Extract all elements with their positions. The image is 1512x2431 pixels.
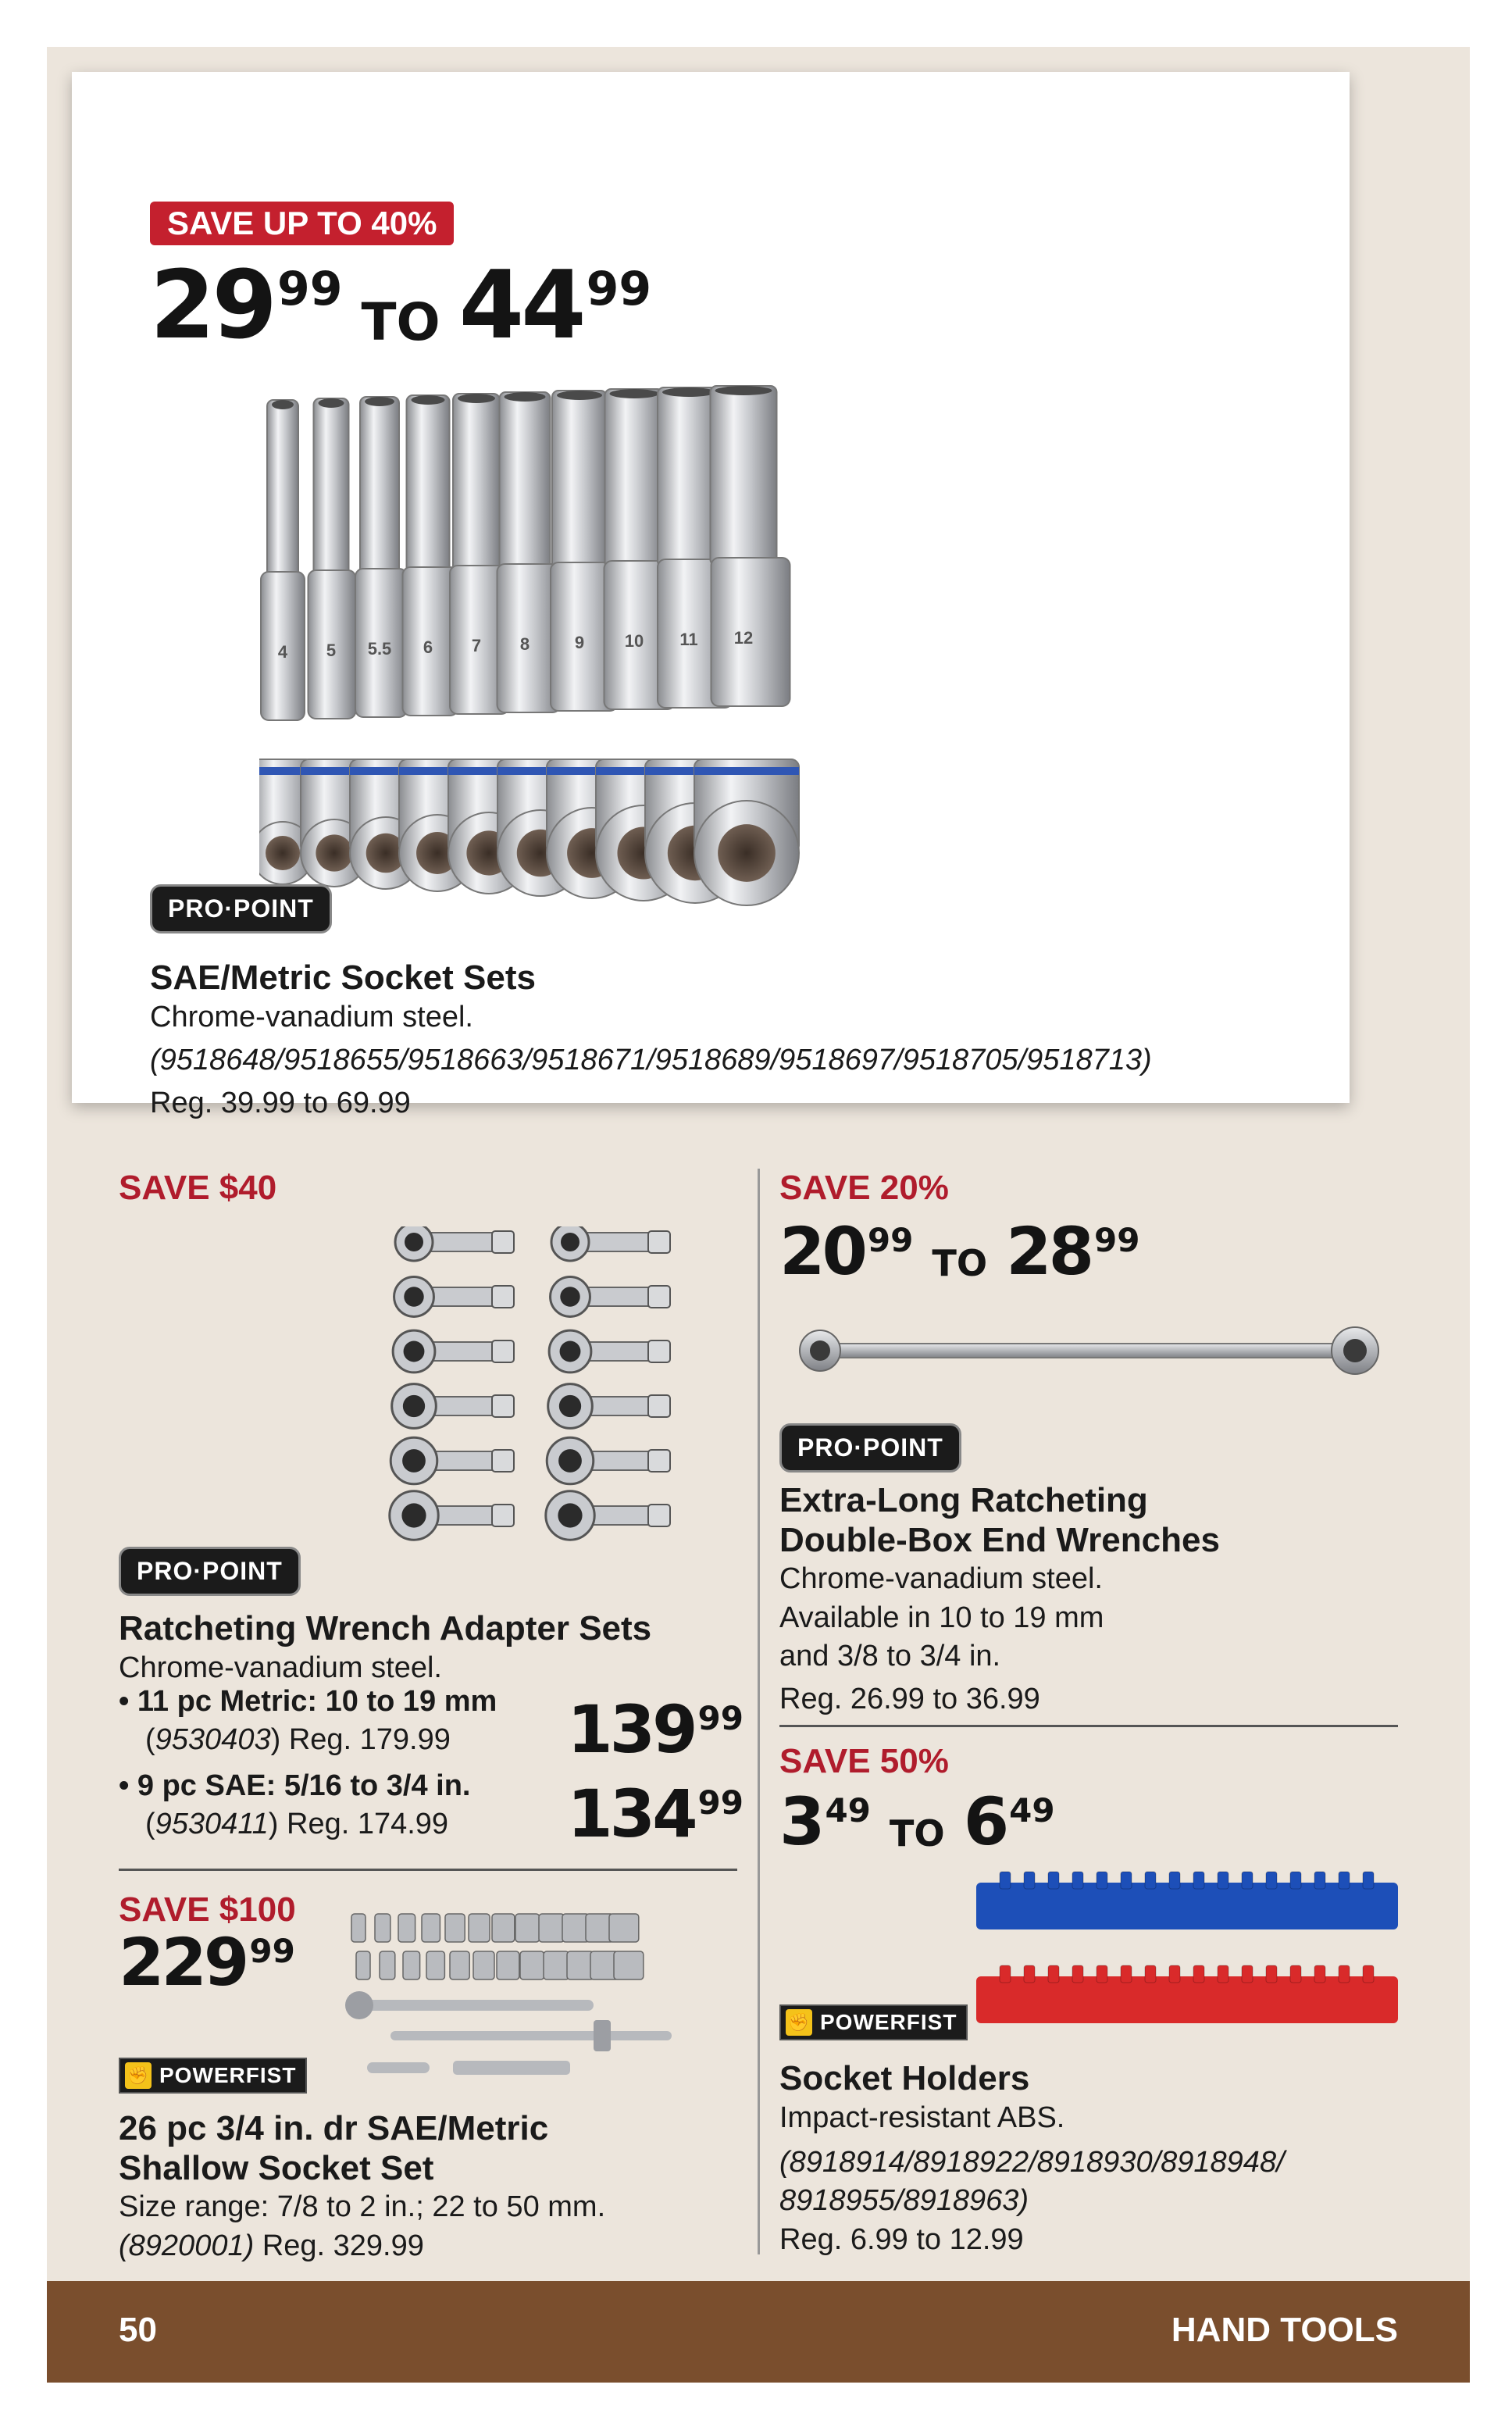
ratchet-adapter — [547, 1437, 670, 1484]
shallow-socket — [562, 1914, 589, 1942]
socket-set-image — [259, 384, 1400, 939]
ratchet-adapter — [546, 1491, 670, 1540]
holders-desc: Impact-resistant ABS. — [779, 2101, 1065, 2134]
ratchet-adapter — [390, 1491, 514, 1540]
shallow-desc: Size range: 7/8 to 2 in.; 22 to 50 mm. — [119, 2190, 606, 2224]
ratchet-adapter — [390, 1437, 514, 1484]
socket-size-label: 12 — [733, 628, 754, 648]
hero-skus: (9518648/9518655/9518663/9518671/9518689/9518697/9518705/9518713) — [150, 1043, 1152, 1076]
wrench-save: SAVE 20% — [779, 1169, 949, 1207]
save-badge: SAVE UP TO 40% — [150, 202, 454, 245]
shallow-socket — [351, 1914, 366, 1942]
fist-icon: ✊ — [125, 2062, 152, 2089]
socket-size-label: 4 — [277, 642, 288, 662]
shallow-socket — [609, 1914, 639, 1942]
ratchet-adapter — [548, 1384, 670, 1429]
hero-price: $29^{99}TO$ $44^{99}$ — [150, 252, 652, 360]
wrench-title-1: Extra-Long Ratcheting — [779, 1481, 1148, 1519]
socket-holder-rail — [976, 1872, 1398, 1929]
shallow-socket — [473, 1951, 494, 1979]
hero-desc: Chrome-vanadium steel. — [150, 1000, 473, 1033]
ratchet-adapter — [551, 1226, 670, 1261]
adapter-desc: Chrome-vanadium steel. — [119, 1651, 442, 1684]
shallow-title-1: 26 pc 3/4 in. dr SAE/Metric — [119, 2109, 549, 2147]
socket-size-label: 7 — [471, 636, 482, 655]
shallow-price: $229^{99}$ — [119, 1924, 295, 2001]
shallow-socket — [497, 1951, 519, 1979]
deep-socket — [711, 386, 790, 706]
hero-title: SAE/Metric Socket Sets — [150, 958, 536, 997]
propoint-logo: PRO·POINT — [150, 884, 332, 933]
shallow-socket — [403, 1951, 420, 1979]
wrench-desc-2: Available in 10 to 19 mm — [779, 1601, 1104, 1634]
shallow-reg-price: Reg. 329.99 — [262, 2229, 424, 2262]
shallow-socket — [544, 1951, 569, 1979]
shallow-sku: (8920001) — [119, 2229, 255, 2262]
fist-icon: ✊ — [786, 2009, 812, 2036]
powerfist-logo: ✊ POWERFIST — [119, 2058, 307, 2094]
shallow-title-2: Shallow Socket Set — [119, 2148, 434, 2187]
wrench-title-2: Double-Box End Wrenches — [779, 1520, 1220, 1559]
wrench-image — [789, 1320, 1398, 1383]
shallow-socket — [469, 1914, 490, 1942]
adapter-price-metric: $139^{99}$ — [567, 1691, 744, 1768]
ratchet-adapter — [392, 1384, 514, 1429]
socket-size-label: 8 — [519, 634, 530, 654]
shallow-socket — [450, 1951, 469, 1979]
adapter-set-image — [375, 1226, 703, 1578]
footer-bar — [47, 2281, 1470, 2383]
column-divider — [758, 1169, 760, 2254]
powerfist-logo: ✊ POWERFIST — [779, 2004, 968, 2040]
holders-reg-price: Reg. 6.99 to 12.99 — [779, 2222, 1024, 2256]
shallow-socket — [375, 1914, 390, 1942]
deep-socket — [261, 400, 305, 720]
shallow-socket — [515, 1914, 540, 1942]
adapter-item-list — [119, 1683, 744, 1854]
divider — [779, 1725, 1398, 1727]
shallow-save: SAVE $100 — [119, 1890, 296, 1929]
shallow-socket — [539, 1914, 564, 1942]
socket-size-label: 5 — [326, 641, 337, 660]
holders-skus-1: (8918914/8918922/8918930/8918948/ — [779, 2145, 1285, 2179]
shallow-socket — [426, 1951, 444, 1979]
shallow-socket — [614, 1951, 644, 1979]
shallow-socket — [492, 1914, 515, 1942]
adapter-item: • 9 pc SAE: 5/16 to 3/4 in. (9530411) Reg. 174.99 $134^{99}$ — [119, 1769, 744, 1852]
divider — [119, 1869, 737, 1871]
adapter-price-sae: $134^{99}$ — [567, 1776, 744, 1852]
shallow-socket — [398, 1914, 415, 1942]
socket-size-label: 11 — [679, 630, 698, 649]
ratchet-adapter — [549, 1330, 670, 1373]
hero-reg-price: Reg. 39.99 to 69.99 — [150, 1087, 411, 1120]
hero-card — [72, 72, 1350, 1120]
wrench-desc-1: Chrome-vanadium steel. — [779, 1562, 1103, 1596]
socket-size-label: 6 — [423, 637, 433, 657]
short-socket — [694, 759, 799, 905]
socket-holders-image — [968, 1851, 1406, 2054]
shallow-socket — [380, 1951, 395, 1979]
adapter-save: SAVE $40 — [119, 1169, 277, 1207]
holders-title: Socket Holders — [779, 2059, 1030, 2097]
shallow-socket-set-image — [336, 1906, 711, 2078]
socket-size-label: 5.5 — [367, 639, 392, 659]
wrench-desc-3: and 3/8 to 3/4 in. — [779, 1639, 1001, 1672]
holders-skus-2: 8918955/8918963) — [779, 2184, 1029, 2218]
propoint-logo: PRO·POINT — [119, 1547, 301, 1596]
holders-save: SAVE 50% — [779, 1742, 949, 1780]
deep-socket — [355, 397, 407, 717]
shallow-socket — [445, 1914, 465, 1942]
ratchet-adapter — [393, 1330, 514, 1373]
shallow-socket — [520, 1951, 544, 1979]
socket-size-label: 10 — [624, 631, 644, 651]
wrench-reg-price: Reg. 26.99 to 36.99 — [779, 1683, 1040, 1716]
ratchet-adapter — [395, 1226, 514, 1261]
wrench-price: $20^{99}TO$ $28^{99}$ — [779, 1213, 1140, 1290]
deep-socket — [308, 398, 356, 719]
socket-holder-rail — [976, 1965, 1398, 2023]
socket-size-label: 9 — [574, 633, 585, 652]
shallow-socket — [356, 1951, 370, 1979]
adapter-item: • 11 pc Metric: 10 to 19 mm (9530403) Reg. 179.99 $139^{99}$ — [119, 1685, 744, 1768]
adapter-title: Ratcheting Wrench Adapter Sets — [119, 1609, 652, 1647]
section-name: HAND TOOLS — [1171, 2311, 1398, 2349]
page-number: 50 — [119, 2311, 157, 2349]
ratchet-adapter — [394, 1277, 514, 1317]
ratchet-adapter — [551, 1277, 670, 1317]
shallow-socket — [567, 1951, 594, 1979]
shallow-socket — [422, 1914, 440, 1942]
propoint-logo: PRO·POINT — [779, 1423, 961, 1473]
holders-price: $3^{49}TO$ $6^{49}$ — [779, 1783, 1055, 1860]
